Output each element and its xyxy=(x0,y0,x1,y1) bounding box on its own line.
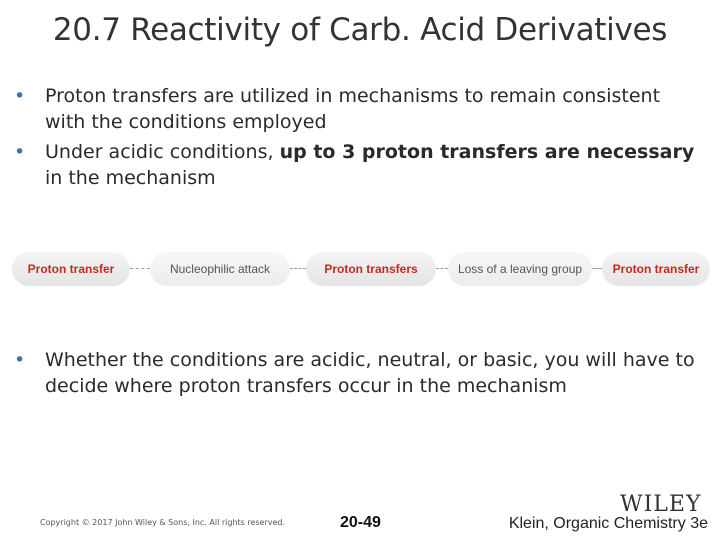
bullet-text: Proton transfers are utilized in mechanisms to remain consistent with the conditions employed xyxy=(45,85,661,133)
flow-connector xyxy=(290,268,306,269)
flow-step-nucleophilic-attack: Nucleophilic attack xyxy=(150,252,290,286)
flow-step-proton-transfer-1: Proton transfer xyxy=(12,252,130,286)
bullet-text: Whether the conditions are acidic, neutral, or basic, you will have to decide where proton transfers occur in the mechanism xyxy=(45,349,695,397)
bullet-list-2 xyxy=(14,347,704,403)
flow-connector xyxy=(130,268,150,269)
flow-step-proton-transfer-2: Proton transfer xyxy=(602,252,710,286)
bullet-text-pre: Under acidic conditions, xyxy=(45,141,280,163)
slide-title: 20.7 Reactivity of Carb. Acid Derivatives xyxy=(52,12,668,48)
bullet-text-bold: up to 3 proton transfers are necessary xyxy=(279,141,695,163)
bullet-text-post: in the mechanism xyxy=(45,167,216,189)
bullet-marker-icon: • xyxy=(14,349,26,371)
flow-connector xyxy=(592,268,602,269)
bullet-item xyxy=(14,139,704,191)
book-reference: Klein, Organic Chemistry 3e xyxy=(508,515,708,532)
page-number: 20-49 xyxy=(340,514,381,531)
flow-step-loss-of-leaving-group: Loss of a leaving group xyxy=(448,252,592,286)
mechanism-flow-diagram xyxy=(12,252,712,286)
bullet-item xyxy=(14,83,704,135)
copyright-notice: Copyright © 2017 John Wiley & Sons, Inc. All rights reserved. xyxy=(40,518,286,527)
bullet-item xyxy=(14,347,704,399)
flow-connector xyxy=(436,268,448,269)
flow-step-proton-transfers: Proton transfers xyxy=(306,252,436,286)
bullet-marker-icon: • xyxy=(14,85,26,107)
bullet-marker-icon: • xyxy=(14,141,26,163)
wiley-logo: WILEY xyxy=(620,492,702,517)
bullet-list xyxy=(14,83,704,195)
